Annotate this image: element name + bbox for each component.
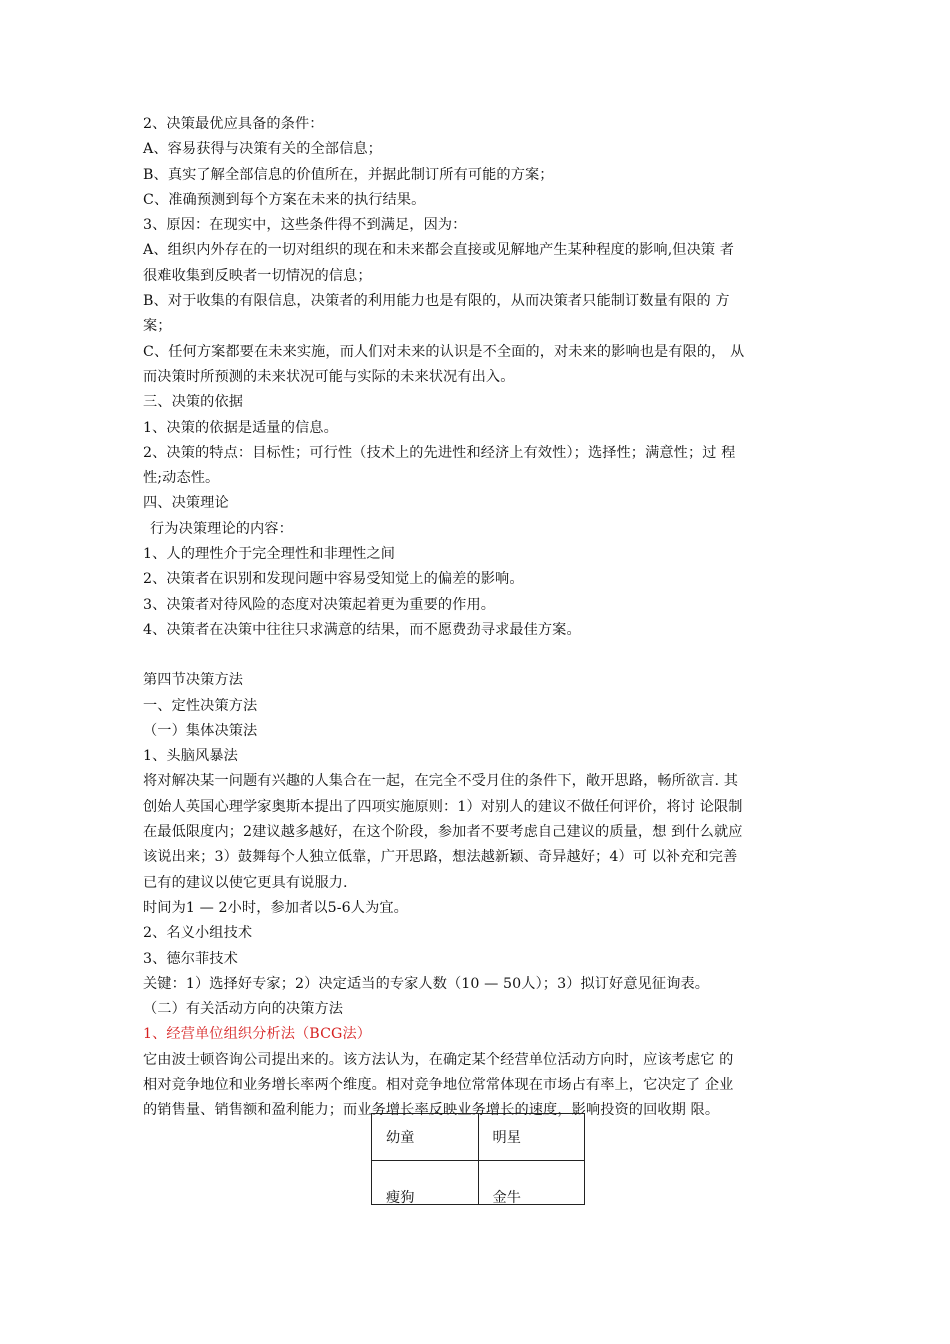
bcg-cell-star: 明星 bbox=[478, 1114, 585, 1161]
text-line: 已有的建议以使它更具有说服力. bbox=[143, 874, 348, 891]
bcg-cell-dog bbox=[372, 1161, 479, 1205]
highlighted-heading bbox=[143, 1022, 815, 1047]
subsection-heading: （二）有关活动方向的决策方法 bbox=[143, 1001, 344, 1018]
text-line: B、真实了解全部信息的价值所在，并据此制订所有可能的方案； bbox=[143, 166, 554, 183]
bcg-matrix-table bbox=[371, 1113, 585, 1205]
text-line: 在最低限度内；2建议越多越好，在这个阶段，参加者不要考虑自己建议的质量，想 到什么就应 bbox=[143, 824, 743, 841]
text-line: 2、名义小组技术 bbox=[143, 925, 253, 942]
text-line: 3、德尔菲技术 bbox=[143, 950, 238, 967]
item-number: 1、 bbox=[143, 1026, 167, 1043]
text-line: 案； bbox=[143, 318, 172, 335]
text-line: 它由波士顿咨询公司提出来的。该方法认为，在确定某个经营单位活动方向时，应该考虑它 的 bbox=[143, 1051, 734, 1068]
document-body bbox=[143, 112, 815, 1124]
text-line: 1、人的理性介于完全理性和非理性之间 bbox=[143, 546, 396, 563]
text-line: C、任何方案都要在未来实施，而人们对未来的认识是不全面的，对未来的影响也是有限的， 从 bbox=[143, 343, 745, 360]
text-line: 性;动态性。 bbox=[143, 470, 220, 487]
section-heading: 四、决策理论 bbox=[143, 495, 229, 512]
chapter-heading: 第四节决策方法 bbox=[143, 672, 244, 689]
subsection-heading: （一）集体决策法 bbox=[143, 722, 258, 739]
text-line: 2、决策的特点：目标性；可行性（技术上的先进性和经济上有效性）；选择性；满意性；过 程 bbox=[143, 444, 736, 461]
text-line: C、准确预测到每个方案在未来的执行结果。 bbox=[143, 191, 426, 208]
text-line: 的销售量、销售额和盈利能力；而业务增长率反映业务增长的速度，影响投资的回收期 限。 bbox=[143, 1102, 720, 1119]
text-line: 2、决策者在识别和发现问题中容易受知觉上的偏差的影响。 bbox=[143, 571, 524, 588]
paragraph-gap bbox=[143, 643, 815, 668]
bcg-cell-cash-cow bbox=[478, 1161, 585, 1205]
text-line: 3、决策者对待风险的态度对决策起着更为重要的作用。 bbox=[143, 596, 496, 613]
text-line: A、容易获得与决策有关的全部信息； bbox=[143, 141, 382, 158]
text-line: 该说出来；3）鼓舞每个人独立低靠，广开思路，想法越新颖、奇异越好；4）可 以补充和完善 bbox=[143, 849, 738, 866]
text-line: 4、决策者在决策中往往只求满意的结果，而不愿费劲寻求最佳方案。 bbox=[143, 621, 581, 638]
text-line: 行为决策理论的内容： bbox=[150, 520, 293, 537]
section-heading: 三、决策的依据 bbox=[143, 394, 244, 411]
text-line: 将对解决某一问题有兴趣的人集合在一起，在完全不受月住的条件下，敞开思路，畅所欲言. 其 bbox=[143, 773, 739, 790]
text-line: 1、头脑风暴法 bbox=[143, 748, 238, 765]
bcg-cell-cash-cow-label: 金牛 bbox=[492, 1190, 521, 1206]
text-line: 很难收集到反映者一切情况的信息； bbox=[143, 267, 372, 284]
bcg-method-title: 经营单位组织分析法（BCG法） bbox=[166, 1026, 372, 1043]
bcg-cell-dog-label: 瘦狗 bbox=[386, 1190, 415, 1206]
text-line: 3、原因：在现实中，这些条件得不到满足，因为： bbox=[143, 217, 467, 234]
section-heading: 一、定性决策方法 bbox=[143, 697, 258, 714]
text-line: 创始人英国心理学家奥斯本提出了四项实施原则：1）对别人的建议不做任何评价，将讨 论限制 bbox=[143, 798, 743, 815]
text-line: 时间为1 — 2小时，参加者以5-6人为宜。 bbox=[143, 899, 408, 916]
text-line: 1、决策的依据是适量的信息。 bbox=[143, 419, 338, 436]
bcg-cell-question-mark: 幼童 bbox=[372, 1114, 479, 1161]
text-line: 2、决策最优应具备的条件： bbox=[143, 116, 324, 132]
text-line: 关键：1）选择好专家；2）决定适当的专家人数（10 — 50人）；3）拟订好意见征询表。 bbox=[143, 975, 710, 992]
text-line: 而决策时所预测的未来状况可能与实际的未来状况有出入。 bbox=[143, 368, 515, 385]
text-line: B、对于收集的有限信息，决策者的利用能力也是有限的，从而决策者只能制订数量有限的 方 bbox=[143, 293, 730, 310]
text-line: A、组织内外存在的一切对组织的现在和未来都会直接或见解地产生某种程度的影响,但决策 者 bbox=[143, 242, 735, 259]
text-line: 相对竞争地位和业务增长率两个维度。相对竞争地位常常体现在市场占有率上，它决定了 企业 bbox=[143, 1076, 734, 1093]
